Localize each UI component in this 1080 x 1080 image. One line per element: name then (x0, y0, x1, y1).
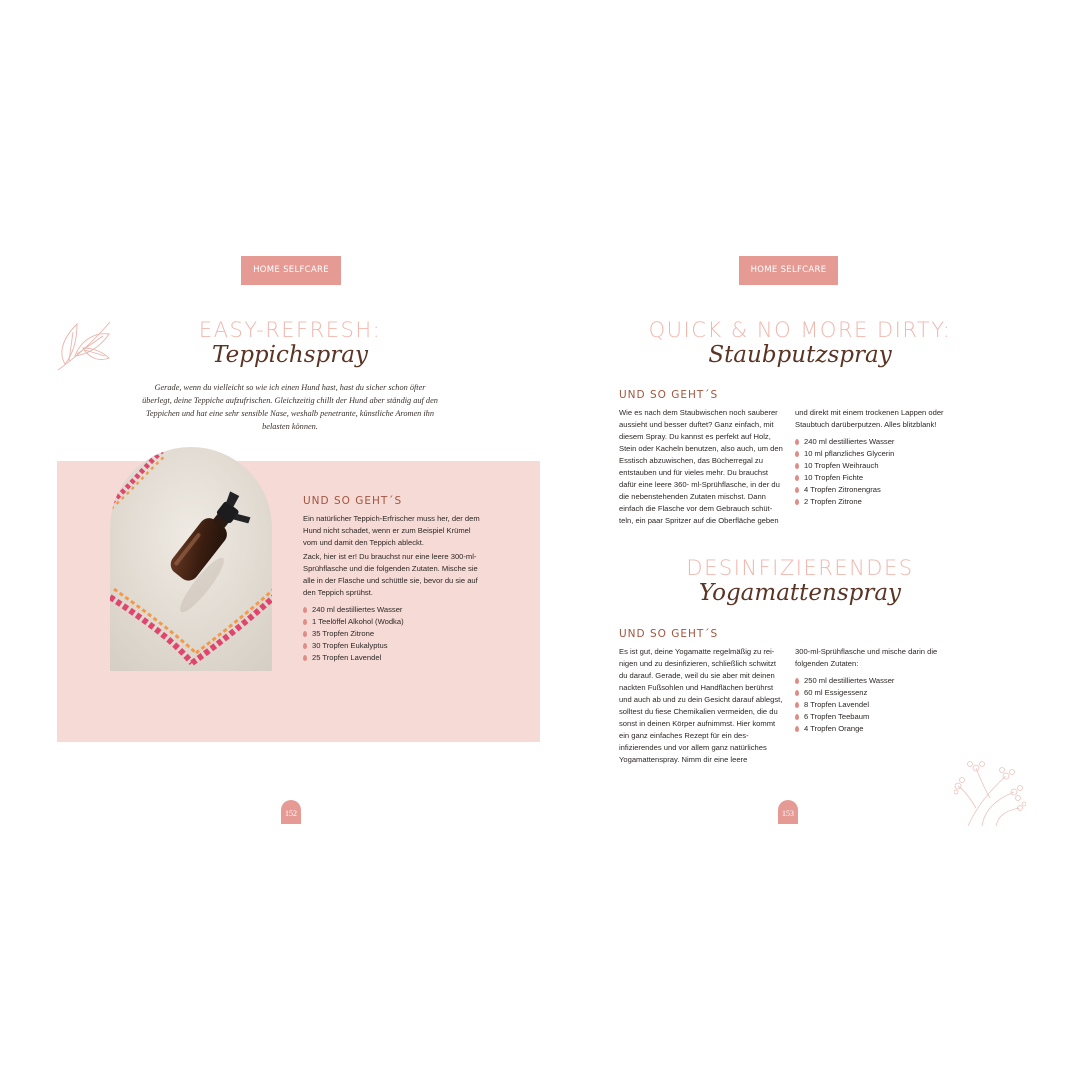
ingredient-item: 6 Tropfen Teebaum (795, 711, 894, 723)
page-number: 153 (778, 800, 798, 824)
ingredient-item: 10 ml pflanzliches Glycerin (795, 448, 894, 460)
ingredient-item: 1 Teelöffel Alkohol (Wodka) (303, 616, 404, 628)
subheading: UND SO GEHT´S (303, 495, 403, 507)
leaf-sprig-icon (55, 318, 113, 374)
ingredient-list (303, 604, 404, 664)
recipe-1-text-col1: Wie es nach dem Staubwischen noch sauberer aussieht und besser duftet? Ganz einfach, mit diesem Spray. Du kannst es perfekt auf Holz, Stein oder Kacheln benutzen, also auch, um den Esstisch abzuwischen, das Bücherregal zu entstauben und für vieles mehr. Du brauchst dafür eine leere 360- ml-Sprühflasche, in der du die nebenstehenden Zutaten mischst. Dann einfach die Flasche vor dem Gebrauch schüt-teln, ein paar Spritzer auf die Oberfläche geben (619, 408, 783, 525)
recipe-1-text-col2: und direkt mit einem trockenen Lappen oder Staubtuch darüberputzen. Alles blitzblank! (795, 408, 944, 429)
ingredient-item: 60 ml Essigessenz (795, 687, 894, 699)
ingredient-item: 240 ml destilliertes Wasser (303, 604, 404, 616)
intro-text: Gerade, wenn du vielleicht so wie ich einen Hund hast, hast du sicher schon öfter überlegt, deine Teppiche aufzufrischen. Gleichzeitig chillt der Hund aber ständig auf den Teppichen und hat eine sehr sensible Nase, weshalb penetrante, künstliche Aromen ihn belasten können. (142, 383, 438, 431)
recipe-1-title-script: Staubputzspray (708, 342, 892, 368)
ingredient-item: 4 Tropfen Zitronengras (795, 484, 894, 496)
ingredient-item: 250 ml destilliertes Wasser (795, 675, 894, 687)
recipe-2-title-script: Yogamattenspray (698, 580, 902, 606)
ingredient-item: 25 Tropfen Lavendel (303, 652, 404, 664)
recipe-2-title-caps: DESINFIZIERENDES (686, 556, 914, 580)
recipe-1-ingredient-list (795, 436, 894, 508)
recipe-2-ingredient-list (795, 675, 894, 735)
right-page (540, 240, 1080, 840)
section-tag: HOME SELFCARE (739, 256, 838, 285)
ingredient-item: 240 ml destilliertes Wasser (795, 436, 894, 448)
recipe-2-text-col1: Es ist gut, deine Yogamatte regelmäßig zu rei-nigen und zu desinfizieren, schließlich schwitzt du darauf. Gerade, weil du sie aber mit deinen nackten Fußsohlen und Handflächen berührst und auch ab und zu dein Gesicht darauf ablegst, solltest du fiese Chemikalien vermeiden, die du sonst in deinen Körper aufnimmst. Hier kommt ein ganz einfaches Rezept für ein des-infizierendes und vor allem ganz natürliches Yogamattenspray. Nimm dir eine leere (619, 647, 783, 764)
ingredient-item: 8 Tropfen Lavendel (795, 699, 894, 711)
left-page (0, 240, 540, 840)
recipe-2-subheading: UND SO GEHT´S (619, 628, 719, 640)
ingredient-item: 10 Tropfen Fichte (795, 472, 894, 484)
ingredient-item: 2 Tropfen Zitrone (795, 496, 894, 508)
recipe-2-text-col2: 300-ml-Sprühflasche und mische darin die folgenden Zutaten: (795, 647, 938, 668)
ingredient-item: 4 Tropfen Orange (795, 723, 894, 735)
ingredient-item: 30 Tropfen Eukalyptus (303, 640, 404, 652)
paragraph-1: Ein natürlicher Teppich-Erfrischer muss her, der dem Hund nicht schadet, wenn er zum Beispiel Krümel vom und damit den Teppich ableckt. (303, 514, 480, 547)
recipe-title-script: Teppichspray (212, 342, 368, 368)
page-number: 152 (281, 800, 301, 824)
ingredient-item: 35 Tropfen Zitrone (303, 628, 404, 640)
flower-sprig-icon (954, 758, 1026, 826)
section-tag: HOME SELFCARE (241, 256, 341, 285)
recipe-1-title-caps: QUICK & NO MORE DIRTY: (648, 318, 952, 342)
ingredient-item: 10 Tropfen Weihrauch (795, 460, 894, 472)
recipe-title-caps: EASY-REFRESH: (198, 318, 382, 342)
paragraph-2: Zack, hier ist er! Du brauchst nur eine leere 300-ml-Sprühflasche und die folgenden Zutaten. Mische sie alle in der Flasche und schüttle sie, bevor du sie auf den Teppich sprühst. (303, 552, 478, 597)
spray-bottle-photo (110, 447, 272, 671)
recipe-1-subheading: UND SO GEHT´S (619, 389, 719, 401)
